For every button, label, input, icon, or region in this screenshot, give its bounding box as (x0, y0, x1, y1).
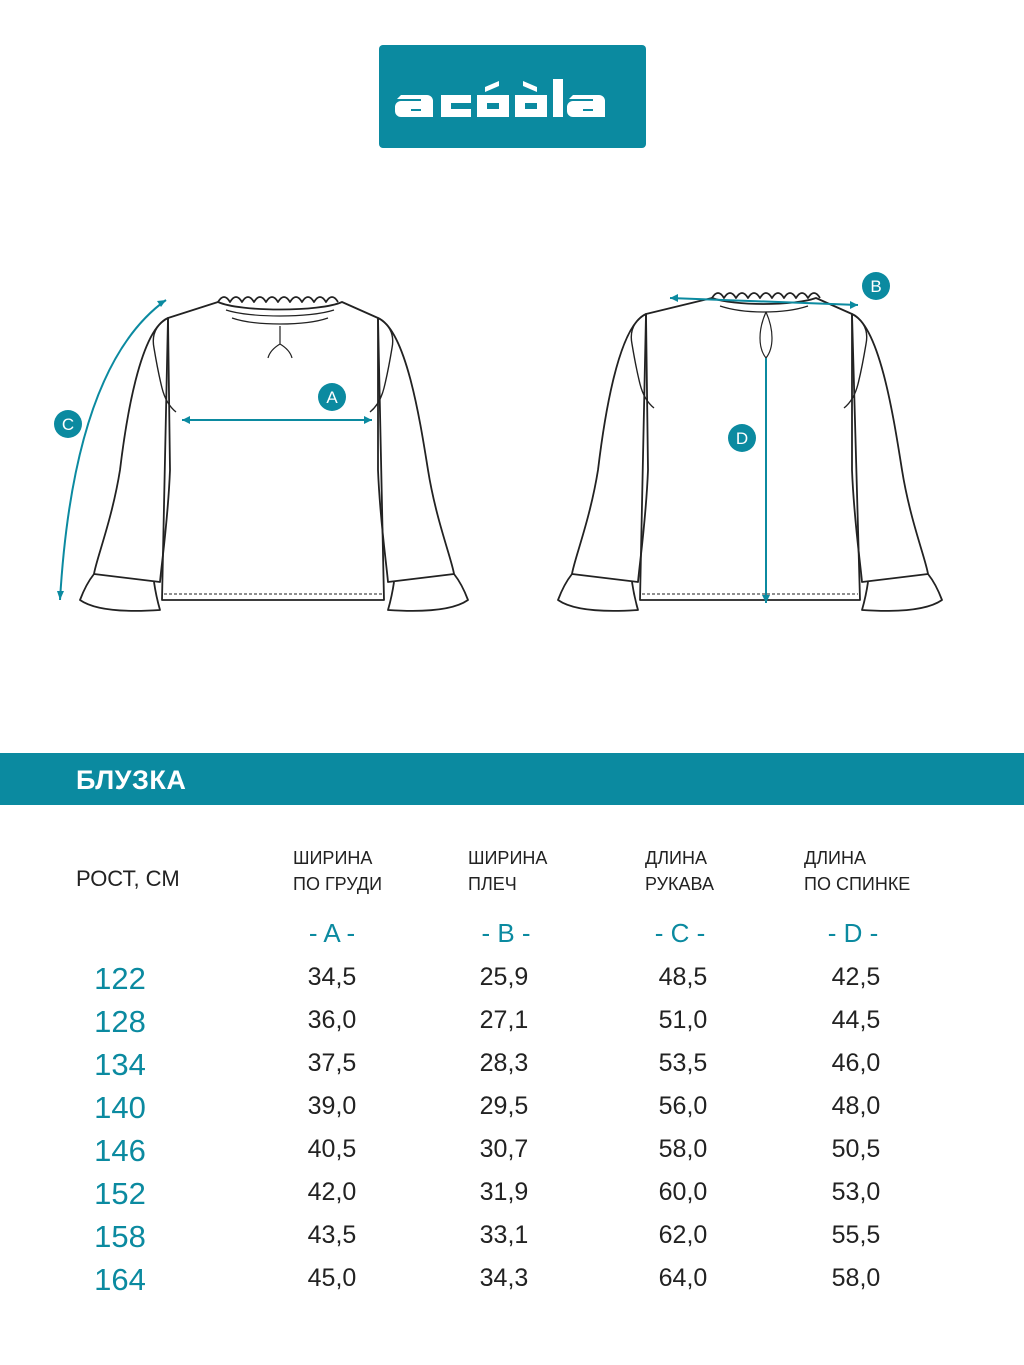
height-column-header: РОСТ, СМ (76, 866, 180, 891)
column-header-chest-width: ШИРИНА ПО ГРУДИ (293, 848, 383, 894)
blouse-drawings-svg (0, 270, 1024, 640)
measurement-value: 58,0 (658, 1135, 708, 1163)
column-letter-a: - A - (308, 918, 356, 948)
measurement-value: 34,5 (307, 963, 357, 991)
measurement-value: 56,0 (658, 1092, 708, 1120)
measurement-value: 36,0 (307, 1006, 357, 1034)
front-view-drawing (80, 297, 468, 611)
column-letter-d: - D - (827, 918, 879, 948)
measurement-value: 42,5 (831, 963, 881, 991)
measurement-value: 62,0 (658, 1221, 708, 1249)
measurement-value: 37,5 (307, 1049, 357, 1077)
measure-label-c (54, 410, 82, 438)
measurement-value: 25,9 (479, 963, 529, 991)
measurement-value: 28,3 (479, 1049, 529, 1077)
back-view-drawing (558, 293, 942, 611)
column-header-shoulder-width: ШИРИНА ПЛЕЧ (468, 848, 548, 894)
measurement-value: 53,5 (658, 1049, 708, 1077)
svg-text:C: C (61, 415, 75, 434)
brand-logo (379, 45, 646, 148)
measurement-value: 64,0 (658, 1264, 708, 1292)
measurement-value: 43,5 (307, 1221, 357, 1249)
measurement-value: 48,0 (831, 1092, 881, 1120)
measurement-value: 44,5 (831, 1006, 881, 1034)
measure-label-b (862, 272, 890, 300)
measurement-value: 31,9 (479, 1178, 529, 1206)
column-letter-b: - B - (481, 918, 531, 948)
measurement-value: 46,0 (831, 1049, 881, 1077)
measurement-value: 55,5 (831, 1221, 881, 1249)
measurement-value: 58,0 (831, 1264, 881, 1292)
measure-line-c (60, 300, 166, 600)
measurement-value: 29,5 (479, 1092, 529, 1120)
measurement-value: 39,0 (307, 1092, 357, 1120)
technical-drawings (0, 270, 1024, 640)
column-letter-c: - C - (654, 918, 706, 948)
measurement-value: 60,0 (658, 1178, 708, 1206)
height-value: 122 (94, 961, 146, 996)
column-header-sleeve-length: ДЛИНА РУКАВА (645, 848, 714, 894)
measurement-value: 51,0 (658, 1006, 708, 1034)
measurement-value: 42,0 (307, 1178, 357, 1206)
measurement-value: 33,1 (479, 1221, 529, 1249)
measurement-value: 50,5 (831, 1135, 881, 1163)
measure-label-d (728, 424, 756, 452)
height-value: 134 (94, 1047, 146, 1082)
height-value: 128 (94, 1004, 146, 1039)
svg-text:B: B (870, 277, 882, 296)
measurement-value: 48,5 (658, 963, 708, 991)
measurement-value: 34,3 (479, 1264, 529, 1292)
measurement-value: 30,7 (479, 1135, 529, 1163)
height-value: 164 (94, 1262, 146, 1297)
height-value: 140 (94, 1090, 146, 1125)
svg-text:A: A (326, 388, 338, 407)
column-header-back-length: ДЛИНА ПО СПИНКЕ (804, 848, 911, 894)
measurement-value: 45,0 (307, 1264, 357, 1292)
measurement-value: 40,5 (307, 1135, 357, 1163)
measurement-value: 27,1 (479, 1006, 529, 1034)
height-value: 158 (94, 1219, 146, 1254)
height-value: 146 (94, 1133, 146, 1168)
section-title: БЛУЗКА (76, 765, 187, 795)
section-title-band (0, 753, 1024, 805)
measurement-value: 53,0 (831, 1178, 881, 1206)
height-value: 152 (94, 1176, 146, 1211)
acoola-logo-wordmark (379, 45, 646, 148)
measure-label-a (318, 383, 346, 411)
svg-text:D: D (735, 429, 749, 448)
